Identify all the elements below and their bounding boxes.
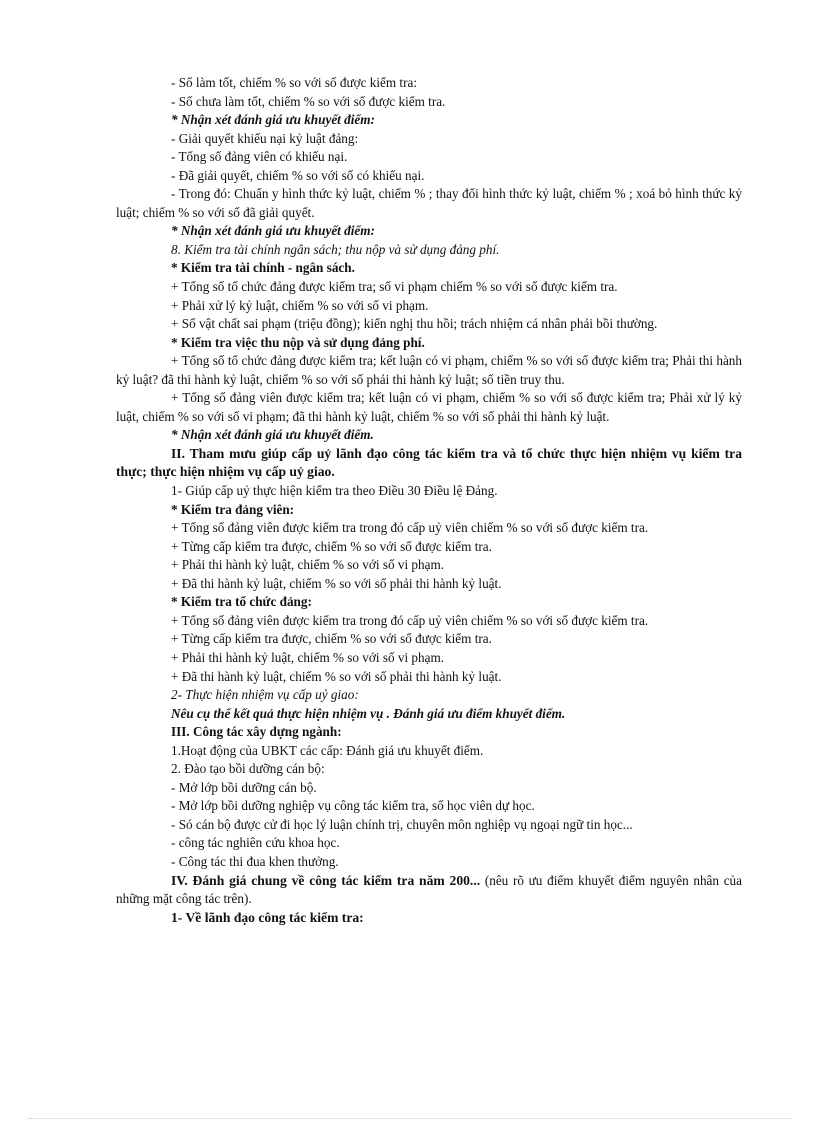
line-da-thi-hanh-2: + Đã thi hành kỷ luật, chiếm % so với số phải thi hành kỷ luật.	[171, 668, 502, 684]
section-heading-iv: IV. Đánh giá chung về công tác kiểm tra năm 200...	[171, 872, 481, 888]
heading-kiem-tra-tai-chinh: 8. Kiểm tra tài chính ngân sách; thu nộp và sử dụng đảng phí.	[171, 241, 500, 257]
line-phai-thi-hanh-1: + Phải thi hành kỷ luật, chiếm % so với số vi phạm.	[171, 557, 445, 573]
subheading-kiem-tra-dang-vien: * Kiểm tra đảng viên:	[171, 501, 295, 517]
line-thi-dua: - Công tác thi đua khen thưởng.	[171, 853, 339, 869]
line-neu-cu-the: Nêu cụ thể kết quả thực hiện nhiệm vụ . Đánh giá ưu điểm khuyết điểm.	[171, 705, 566, 721]
line-tung-cap-2: + Từng cấp kiểm tra được, chiếm % so với số được kiểm tra.	[171, 631, 492, 647]
line-mo-lop-1: - Mở lớp bồi dưỡng cán bộ.	[171, 779, 317, 795]
line-ve-lanh-dao: 1- Về lãnh đạo công tác kiểm tra:	[171, 909, 364, 925]
line-dao-tao: 2. Đào tạo bồi dưỡng cán bộ:	[171, 761, 325, 777]
line-da-giai-quyet: - Đã giải quyết, chiếm % so với số có khiếu nại.	[171, 167, 425, 183]
line-da-thi-hanh-1: + Đã thi hành kỷ luật, chiếm % so với số phải thi hành kỷ luật.	[171, 575, 502, 591]
section-iv-paragraph	[116, 872, 742, 909]
line-nhan-xet-3: * Nhận xét đánh giá ưu khuyết điểm.	[171, 427, 374, 443]
line-nghien-cuu: - công tác nghiên cứu khoa học.	[171, 835, 340, 851]
line-tong-so-to-chuc-2: + Tổng số tổ chức đảng được kiểm tra; kết luận có vi phạm, chiếm % so với số được kiểm tra; Phải thi hành kỷ luật? đã thi hành kỷ luật, chiếm % so với số phải thi hành kỷ luật; số tiền truy thu.	[116, 353, 742, 387]
subheading-tai-chinh-ngan-sach: * Kiểm tra tài chính - ngân sách.	[171, 260, 355, 276]
section-heading-iii: III. Công tác xây dựng ngành:	[171, 724, 342, 740]
line-so-lam-tot: - Số làm tốt, chiếm % so với số được kiểm tra:	[171, 75, 417, 90]
line-tong-so-dang-vien-3: + Tổng số đảng viên được kiểm tra trong đó cấp uỷ viên chiếm % so với số được kiểm tra.	[171, 612, 649, 628]
line-tung-cap-1: + Từng cấp kiểm tra được, chiếm % so với số được kiểm tra.	[171, 538, 492, 554]
subheading-kiem-tra-to-chuc-dang: * Kiểm tra tổ chức đảng:	[171, 594, 312, 610]
line-phai-thi-hanh-2: + Phải thi hành kỷ luật, chiếm % so với số vi phạm.	[171, 649, 445, 665]
line-phai-xu-ly-1: + Phải xử lý kỷ luật, chiếm % so với số vi phạm.	[171, 297, 429, 313]
line-nhan-xet-1: * Nhận xét đánh giá ưu khuyết điểm:	[171, 112, 375, 128]
section-iv-note: (nêu rõ ưu điểm khuyết điểm nguyên nhân của những mặt công tác trên).	[116, 872, 743, 907]
line-so-chua-lam-tot: - Số chưa làm tốt, chiếm % so với số được kiểm tra.	[171, 93, 446, 109]
line-tong-so-to-chuc-1: + Tổng số tổ chức đảng được kiểm tra; số vi phạm chiếm % so với số được kiểm tra.	[171, 279, 618, 295]
subheading-thu-nop-dang-phi: * Kiểm tra việc thu nộp và sử dụng đảng phí.	[171, 334, 425, 350]
line-so-vat-chat: + Số vật chất sai phạm (triệu đồng); kiến nghị thu hồi; trách nhiệm cá nhân phải bồi thường.	[171, 316, 658, 332]
line-trong-do: - Trong đó: Chuẩn y hình thức kỷ luật, chiếm % ; thay đổi hình thức kỷ luật, chiếm % ; xoá bỏ hình thức kỷ luật; chiếm % so với số đã giải quyết.	[116, 186, 742, 220]
line-so-can-bo: - Só cán bộ được cử đi học lý luận chính trị, chuyên môn nghiệp vụ ngoại ngữ tin học...	[171, 816, 633, 832]
line-thuc-hien-nhiem-vu: 2- Thực hiện nhiệm vụ cấp uỷ giao:	[171, 687, 359, 703]
section-heading-ii: II. Tham mưu giúp cấp uỷ lãnh đạo công tác kiểm tra và tổ chức thực hiện nhiệm vụ kiểm tra thực; thực hiện nhiệm vụ cấp uỷ giao.	[116, 445, 742, 480]
line-giai-quyet-khieu-nai: - Giải quyết khiếu nại kỷ luật đảng:	[171, 130, 359, 146]
line-nhan-xet-2: * Nhận xét đánh giá ưu khuyết điểm:	[171, 223, 375, 239]
line-tong-so-khieu-nai: - Tổng số đảng viên có khiếu nại.	[171, 149, 348, 165]
line-mo-lop-2: - Mở lớp bồi dưỡng nghiệp vụ công tác kiểm tra, số học viên dự học.	[171, 798, 535, 814]
line-hoat-dong-ubkt: 1.Hoạt động của UBKT các cấp: Đánh giá ưu khuyết điểm.	[171, 742, 484, 758]
page-bottom-divider	[28, 1118, 792, 1119]
line-tong-so-dang-vien-1: + Tổng số đảng viên được kiểm tra; kết luận có vi phạm, chiếm % so với số được kiểm tra; Phải xử lý kỷ luật, chiếm % so với số vi phạm; đã thi hành kỷ luật, chiếm % so với số phải thi hành kỷ luật.	[116, 390, 742, 424]
document-page	[116, 74, 742, 927]
line-tong-so-dang-vien-2: + Tổng số đảng viên được kiểm tra trong đó cấp uỷ viên chiếm % so với số được kiểm tra.	[171, 520, 649, 536]
line-giup-cap-uy: 1- Giúp cấp uỷ thực hiện kiểm tra theo Điều 30 Điều lệ Đảng.	[171, 483, 498, 499]
